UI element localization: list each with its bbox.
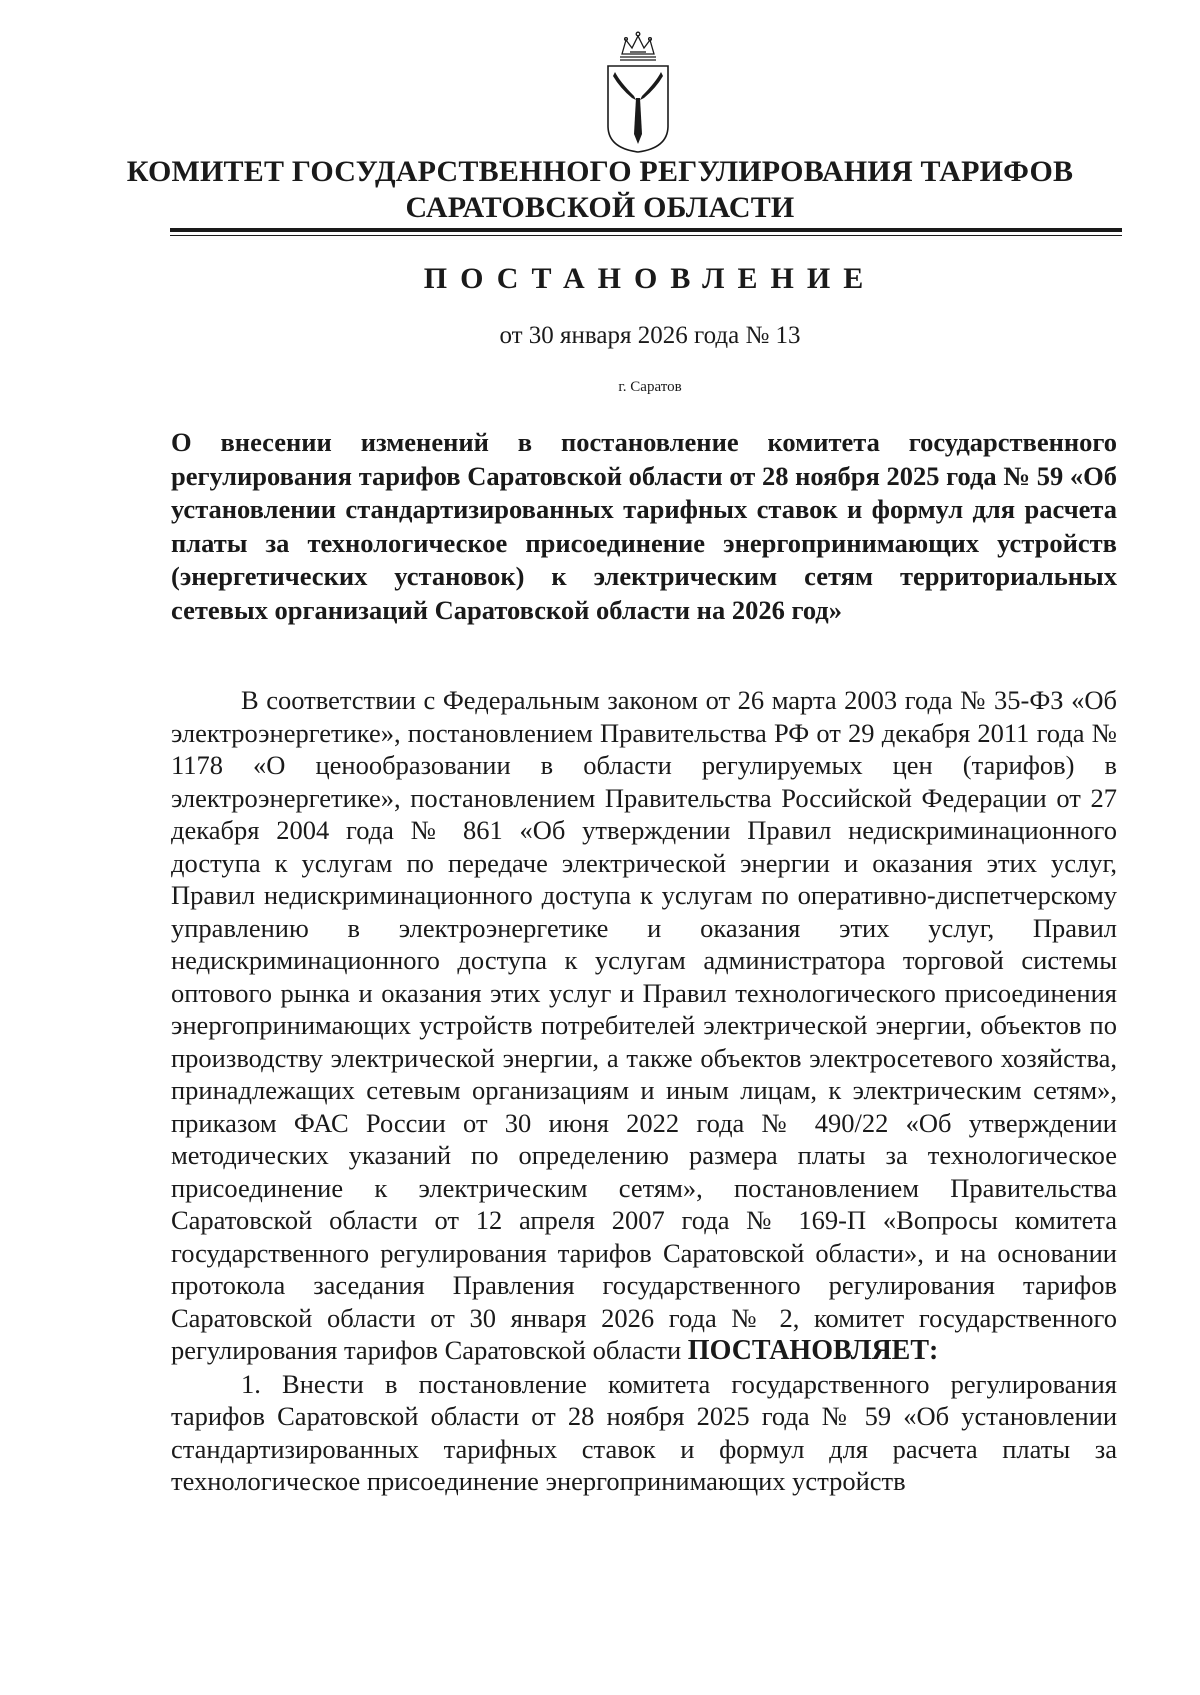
document-city: г. Саратов <box>618 379 682 395</box>
preamble-paragraph <box>171 684 1117 1368</box>
document-type: ПОСТАНОВЛЕНИЕ <box>423 262 877 295</box>
preamble-text: В соответствии с Федеральным законом от 26 марта 2003 года № 35-ФЗ «Об электроэнергетике», постановлением Правительства РФ от 29 декабря 2011 года № 1178 «О ценообразовании в области регулируемых цен (тарифов) в электроэнергетике», постановлением Правительства Российской Федерации от 27 декабря 2004 года № 861 «Об утверждении Правил недискриминационного доступа к услугам по передаче электрической энергии и оказания этих услуг, Правил недискриминационного доступа к услугам по оперативно-диспетчерскому управлению в электроэнергетике и оказания этих услуг, Правил недискриминационного доступа к услугам администратора торговой системы оптового рынка и оказания этих услуг и Правил технологического присоединения энергопринимающих устройств потребителей электрической энергии, объектов по производству электрической энергии, а также объектов электросетевого хозяйства, принадлежащих сетевым организациям и иным лицам, к электрическим сетям», приказом ФАС России от 30 июня 2022 года № 490/22 «Об утверждении методических указаний по определению размера платы за технологическое присоединение к электрическим сетям», постановлением Правительства Саратовской области от 12 апреля 2007 года № 169-П «Вопросы комитета государственного регулирования тарифов Саратовской области», и на основании протокола заседания Правления государственного регулирования тарифов Саратовской области от 30 января 2026 года № 2, комитет государственного регулирования тарифов Саратовской области <box>171 685 1117 1365</box>
saratov-coat-of-arms-icon <box>600 30 676 154</box>
document-title: О внесении изменений в постановление комитета государственного регулирования тарифов Саратовской области от 28 ноября 2025 года № 59 «Об установлении стандартизированных тарифных ставок и формул для расчета платы за технологическое присоединение энергопринимающих устройств (энергетических установок) к электрическим сетям территориальных сетевых организаций Саратовской области на 2026 год» <box>171 427 1117 625</box>
committee-name-line1: КОМИТЕТ ГОСУДАРСТВЕННОГО РЕГУЛИРОВАНИЯ ТАРИФОВ <box>126 155 1074 188</box>
document-body <box>171 684 1117 1498</box>
decree-word: ПОСТАНОВЛЯЕТ: <box>687 1335 939 1366</box>
header-divider-thick <box>170 228 1122 232</box>
document-date-number: от 30 января 2026 года № 13 <box>499 322 801 349</box>
committee-name-line2: САРАТОВСКОЙ ОБЛАСТИ <box>405 191 795 224</box>
committee-name <box>0 154 1200 226</box>
header-divider-thin <box>170 235 1122 236</box>
item-1: 1. Внести в постановление комитета государственного регулирования тарифов Саратовской области от 28 ноября 2025 года № 59 «Об установлении стандартизированных тарифных ставок и формул для расчета платы за технологическое присоединение энергопринимающих устройств <box>171 1368 1117 1496</box>
